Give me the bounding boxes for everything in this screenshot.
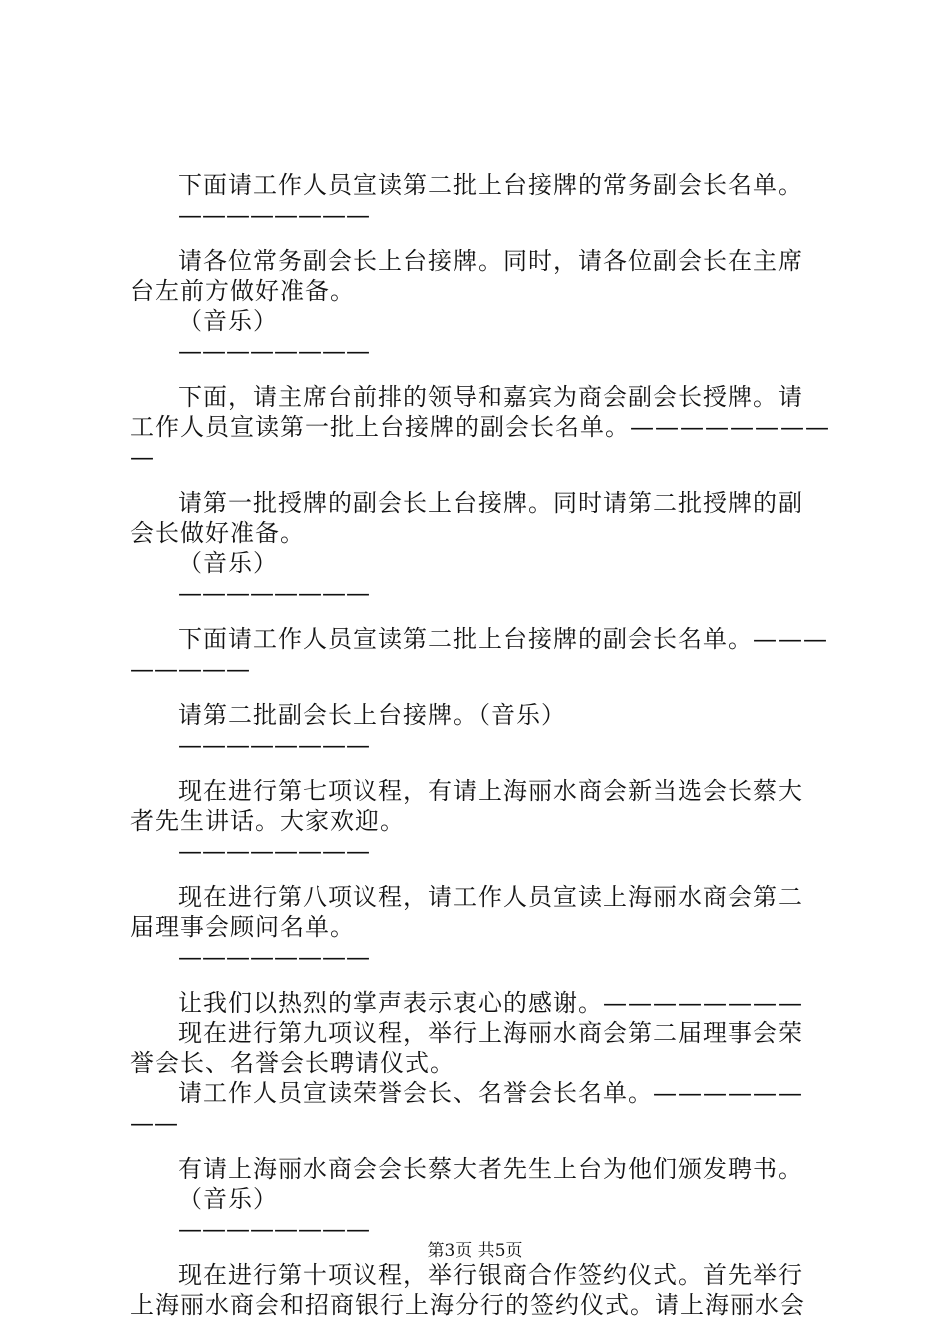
text-line: 请工作人员宣读荣誉会长、名誉会长名单。—————— (178, 1079, 803, 1107)
text-line: 现在进行第七项议程，有请上海丽水商会新当选会长蔡大 (178, 777, 803, 805)
page-number-footer: 第3页 共5页 (427, 1241, 523, 1261)
text-line: 届理事会顾问名单。 (130, 913, 355, 941)
divider-line: ———————— (178, 201, 370, 229)
music-cue: （音乐） (178, 1185, 278, 1213)
text-line: 工作人员宣读第一批上台接牌的副会长名单。———————— (130, 413, 830, 441)
divider-line: —— (130, 1109, 178, 1137)
text-line: 现在进行第十项议程，举行银商合作签约仪式。首先举行 (178, 1261, 803, 1289)
music-cue: （音乐） (178, 549, 278, 577)
divider-line: ———————— (178, 337, 370, 365)
text-line: 者先生讲话。大家欢迎。 (130, 807, 405, 835)
document-body (130, 170, 830, 1320)
divider-line: ———————— (178, 943, 370, 971)
text-line: 请第一批授牌的副会长上台接牌。同时请第二批授牌的副 (178, 489, 803, 517)
text-line: 台左前方做好准备。 (130, 277, 355, 305)
divider-line: — (130, 443, 154, 471)
text-line: 下面请工作人员宣读第二批上台接牌的常务副会长名单。 (178, 171, 803, 199)
text-line: 请第二批副会长上台接牌。（音乐） (178, 701, 566, 729)
text-line: 下面请工作人员宣读第二批上台接牌的副会长名单。——— (178, 625, 828, 653)
text-line: 请各位常务副会长上台接牌。同时，请各位副会长在主席 (178, 247, 803, 275)
music-cue: （音乐） (178, 307, 278, 335)
divider-line: ———————— (178, 1215, 370, 1243)
divider-line: ———————— (178, 837, 370, 865)
text-line: 有请上海丽水商会会长蔡大者先生上台为他们颁发聘书。 (178, 1155, 803, 1183)
divider-line: ———————— (178, 579, 370, 607)
text-line: 现在进行第九项议程，举行上海丽水商会第二届理事会荣 (178, 1019, 803, 1047)
text-line: 让我们以热烈的掌声表示衷心的感谢。———————— (178, 989, 803, 1017)
text-line: 上海丽水商会和招商银行上海分行的签约仪式。请上海丽水会 (130, 1291, 805, 1319)
text-line: 下面，请主席台前排的领导和嘉宾为商会副会长授牌。请 (178, 383, 803, 411)
text-line: 会长做好准备。 (130, 519, 305, 547)
divider-line: ————— (130, 655, 250, 683)
text-line: 现在进行第八项议程，请工作人员宣读上海丽水商会第二 (178, 883, 803, 911)
text-line: 誉会长、名誉会长聘请仪式。 (130, 1049, 455, 1077)
divider-line: ———————— (178, 731, 370, 759)
